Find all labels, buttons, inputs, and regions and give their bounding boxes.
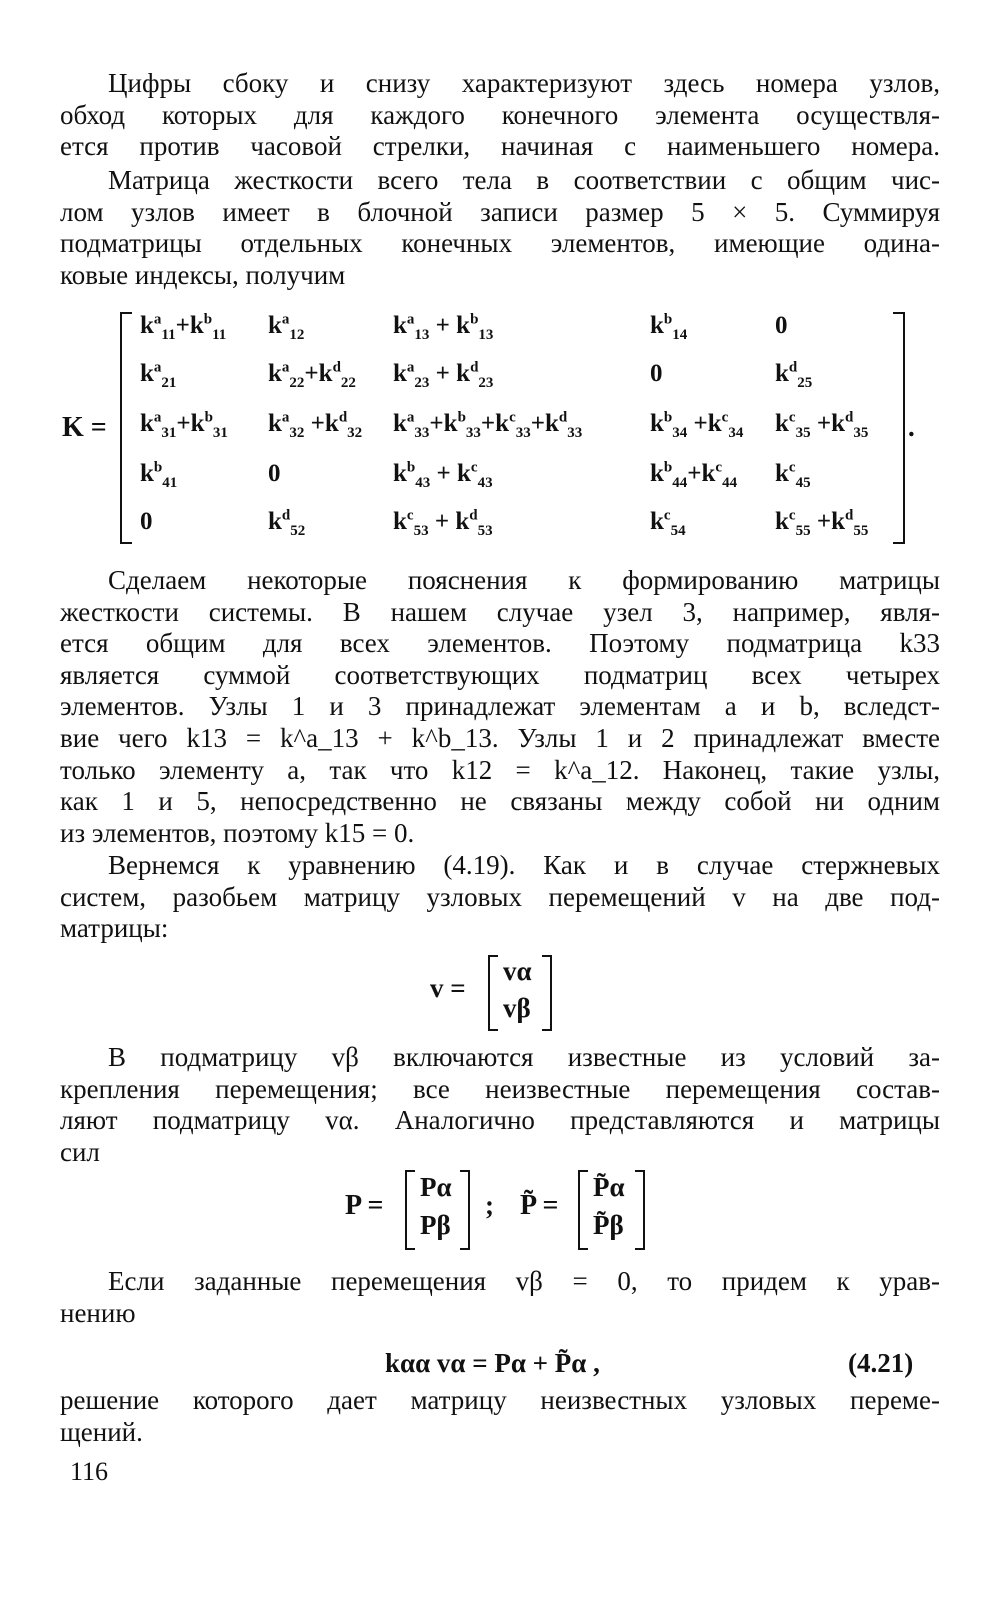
vector-entry: Pβ (420, 1210, 451, 1240)
matrix-cell: $k^d_{25}$ (775, 359, 813, 391)
right-bracket (635, 1170, 645, 1250)
text-line: лом узлов имеет в блочной записи размер 5 × 5. Суммируя (60, 196, 940, 227)
text-line: решение которого дает матрицу неизвестных узловых переме- (60, 1385, 940, 1415)
text-line: элементов. Узлы 1 и 3 принадлежат элементам a и b, вследст- (60, 691, 940, 722)
matrix-cell: $k^a_{32} +k^d_{32}$ (268, 409, 363, 441)
paragraph-return-to-equation (60, 850, 940, 945)
matrix-left-bracket (120, 312, 132, 544)
matrix-cell: $k^a_{33}+k^b_{33}+k^c_{33}+k^d_{33}$ (393, 409, 583, 441)
matrix-cell: $k^b_{44}+k^c_{44}$ (650, 459, 738, 491)
matrix-cell: $k^c_{54}$ (650, 507, 686, 539)
page-number: 116 (70, 1457, 109, 1486)
matrix-cell: 0 (775, 312, 788, 339)
text-line: подматрицы отдельных конечных элементов, имеющие одина- (60, 228, 940, 259)
matrix-cell: $k^b_{43} + k^c_{43}$ (393, 459, 493, 491)
text-line: нению (60, 1297, 136, 1328)
text-line: Сделаем некоторые пояснения к формированию матрицы (108, 565, 940, 595)
matrix-lhs: K = (62, 412, 107, 443)
matrix-end-period: . (908, 412, 915, 442)
paragraph-node-numbering (60, 68, 940, 163)
vector-entry: vβ (503, 993, 531, 1023)
left-bracket (488, 955, 498, 1031)
text-line: обход которых для каждого конечного элемента осуществля- (60, 99, 940, 130)
matrix-cell: $k^b_{34} +k^c_{34}$ (650, 409, 744, 441)
text-line: щений. (60, 1416, 143, 1447)
vector-entry: P̃β (593, 1210, 624, 1240)
text-line: сил (60, 1136, 100, 1167)
text-line: матрицы: (60, 913, 169, 944)
right-bracket (460, 1170, 470, 1250)
vector-entry: vα (503, 956, 532, 986)
paragraph-explanation (60, 565, 940, 849)
matrix-cell: $k^a_{22}+k^d_{22}$ (268, 359, 356, 391)
text-line: ется общим для всех элементов. Поэтому подматрица k33 (60, 628, 940, 659)
matrix-cell: 0 (140, 508, 153, 535)
matrix-cell: $k^a_{13} + k^b_{13}$ (393, 311, 494, 343)
matrix-cell: $k^c_{45}$ (775, 459, 811, 491)
equation-number: (4.21) (848, 1348, 914, 1378)
text-line: только элементу a, так что k12 = k^a_12. Наконец, такие узлы, (60, 754, 940, 785)
matrix-cell: $k^c_{53} + k^d_{53}$ (393, 507, 493, 539)
matrix-cell: $k^a_{23} + k^d_{23}$ (393, 359, 494, 391)
vector-entry: Pα (420, 1172, 452, 1202)
matrix-cell: $k^a_{31}+k^b_{31}$ (140, 409, 228, 441)
text-line: из элементов, поэтому k15 = 0. (60, 817, 415, 848)
text-line: Матрица жесткости всего тела в соответствии с общим чис- (108, 165, 940, 195)
text-line: как 1 и 5, непосредственно не связаны между собой ни одним (60, 786, 940, 817)
text-line: ется против часовой стрелки, начиная с наименьшего номера. (60, 131, 940, 162)
paragraph-submatrices (60, 1042, 940, 1168)
text-line: Вернемся к уравнению (4.19). Как и в случае стержневых (108, 850, 940, 880)
paragraph-solution (60, 1385, 940, 1448)
matrix-cell: $k^c_{35} +k^d_{35}$ (775, 409, 869, 441)
left-bracket (578, 1170, 588, 1250)
equation-lhs: P = (345, 1190, 384, 1221)
text-line: вие чего k13 = k^a_13 + k^b_13. Узлы 1 и 2 принадлежат вместе (60, 722, 940, 753)
text-line: Если заданные перемещения vβ = 0, то придем к урав- (108, 1266, 940, 1296)
text-line: крепления перемещения; все неизвестные перемещения состав- (60, 1073, 940, 1104)
left-bracket (405, 1170, 415, 1250)
text-line: ляют подматрицу vα. Аналогично представляются и матрицы (60, 1105, 940, 1136)
matrix-cell: $k^c_{55} +k^d_{55}$ (775, 507, 869, 539)
equation-lhs: P̃ = (520, 1190, 559, 1221)
matrix-cell: 0 (268, 460, 281, 487)
separator: ; (485, 1190, 494, 1220)
paragraph-stiffness-matrix (60, 165, 940, 291)
text-line: является суммой соответствующих подматриц всех четырех (60, 659, 940, 690)
matrix-cell: $k^b_{41}$ (140, 459, 178, 491)
right-bracket (542, 955, 552, 1031)
text-line: ковые индексы, получим (60, 259, 346, 290)
text-line: систем, разобьем матрицу узловых перемещений v на две под- (60, 881, 940, 912)
paragraph-given-displacements (60, 1266, 940, 1329)
matrix-cell: $k^b_{14}$ (650, 311, 688, 343)
text-line: Цифры сбоку и снизу характеризуют здесь номера узлов, (108, 68, 940, 98)
matrix-cell: 0 (650, 360, 663, 387)
matrix-right-bracket (893, 312, 905, 544)
equation-body: kαα vα = Pα + P̃α , (385, 1348, 600, 1378)
matrix-cell: $k^a_{12}$ (268, 311, 305, 343)
vector-entry: P̃α (593, 1172, 625, 1202)
text-line: жесткости системы. В нашем случае узел 3, например, явля- (60, 596, 940, 627)
text-line: В подматрицу vβ включаются известные из условий за- (108, 1042, 940, 1072)
matrix-cell: $k^a_{11}+k^b_{11}$ (140, 311, 227, 343)
matrix-cell: $k^a_{21}$ (140, 359, 177, 391)
equation-lhs: v = (430, 973, 466, 1003)
matrix-cell: $k^d_{52}$ (268, 507, 306, 539)
